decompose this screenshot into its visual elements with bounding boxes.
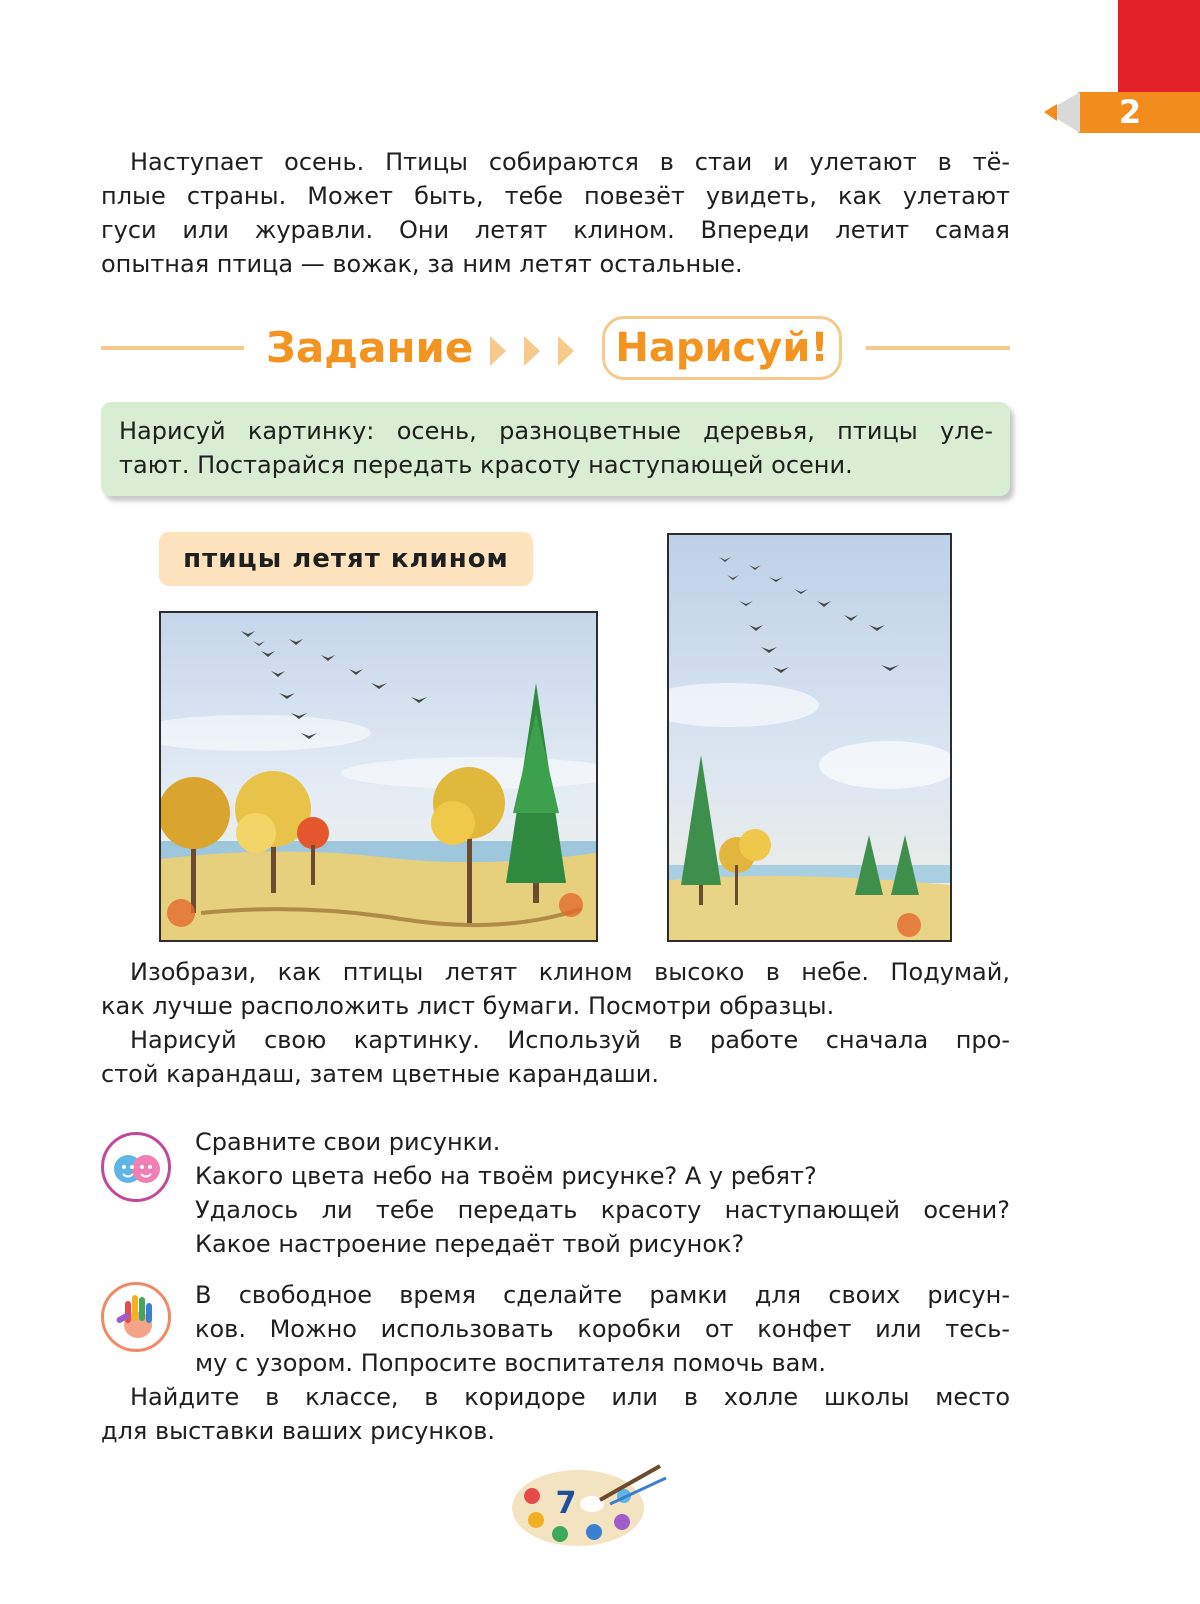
intro-line: Наступает осень. Птицы собираются в стаи и улетают в тё- xyxy=(130,148,1010,176)
intro-line: опытная птица — вожак, за ним летят остальные. xyxy=(101,250,743,278)
divider-left xyxy=(101,346,244,350)
free-time-line: для выставки ваших рисунков. xyxy=(101,1417,495,1445)
instruction-line: Нарисуй свою картинку. Используй в работе сначала про- xyxy=(130,1026,1010,1054)
task-box xyxy=(101,402,1010,496)
free-time-line: Найдите в классе, в коридоре или в холле школы место xyxy=(130,1383,1010,1411)
autumn-portrait-image xyxy=(669,535,950,940)
free-time-line: ков. Можно использовать коробки от конфет или тесь- xyxy=(195,1315,1010,1343)
arrow-chevrons-icon xyxy=(488,334,588,368)
task-box-line: тают. Постарайся передать красоту наступающей осени. xyxy=(119,451,853,479)
compare-line: Какое настроение передаёт твой рисунок? xyxy=(195,1230,745,1258)
pencil-lead-icon xyxy=(1044,104,1057,121)
children-faces-icon xyxy=(101,1132,171,1202)
task-action-badge: Нарисуй! xyxy=(602,316,842,380)
portrait-illustration xyxy=(667,533,952,942)
instruction-line: Изобрази, как птицы летят клином высоко в небе. Подумай, xyxy=(130,958,1010,986)
intro-line: плые страны. Может быть, тебе повезёт увидеть, как улетают xyxy=(101,182,1010,210)
paint-palette-icon xyxy=(510,1460,670,1550)
free-time-line: В свободное время сделайте рамки для своих рисун- xyxy=(195,1281,1010,1309)
page-number: 7 xyxy=(555,1486,577,1521)
compare-line: Какого цвета небо на твоём рисунке? А у ребят? xyxy=(195,1162,817,1190)
compare-line: Удалось ли тебе передать красоту наступающей осени? xyxy=(195,1196,1010,1224)
chapter-tab xyxy=(1118,0,1200,92)
lesson-number: 2 xyxy=(1118,93,1142,131)
task-title: Задание xyxy=(266,323,474,372)
compare-line: Сравните свои рисунки. xyxy=(195,1128,501,1156)
divider-right xyxy=(866,346,1010,350)
autumn-landscape-image xyxy=(161,613,596,940)
example-caption: птицы летят клином xyxy=(159,532,533,586)
landscape-illustration xyxy=(159,611,598,942)
instruction-line: как лучше расположить лист бумаги. Посмотри образцы. xyxy=(101,992,835,1020)
free-time-line: му с узором. Попросите воспитателя помочь вам. xyxy=(195,1349,827,1377)
painted-hand-icon xyxy=(101,1282,171,1352)
intro-line: гуси или журавли. Они летят клином. Впереди летит самая xyxy=(101,216,1010,244)
instruction-line: стой карандаш, затем цветные карандаши. xyxy=(101,1060,659,1088)
task-box-line: Нарисуй картинку: осень, разноцветные деревья, птицы уле- xyxy=(119,417,993,445)
